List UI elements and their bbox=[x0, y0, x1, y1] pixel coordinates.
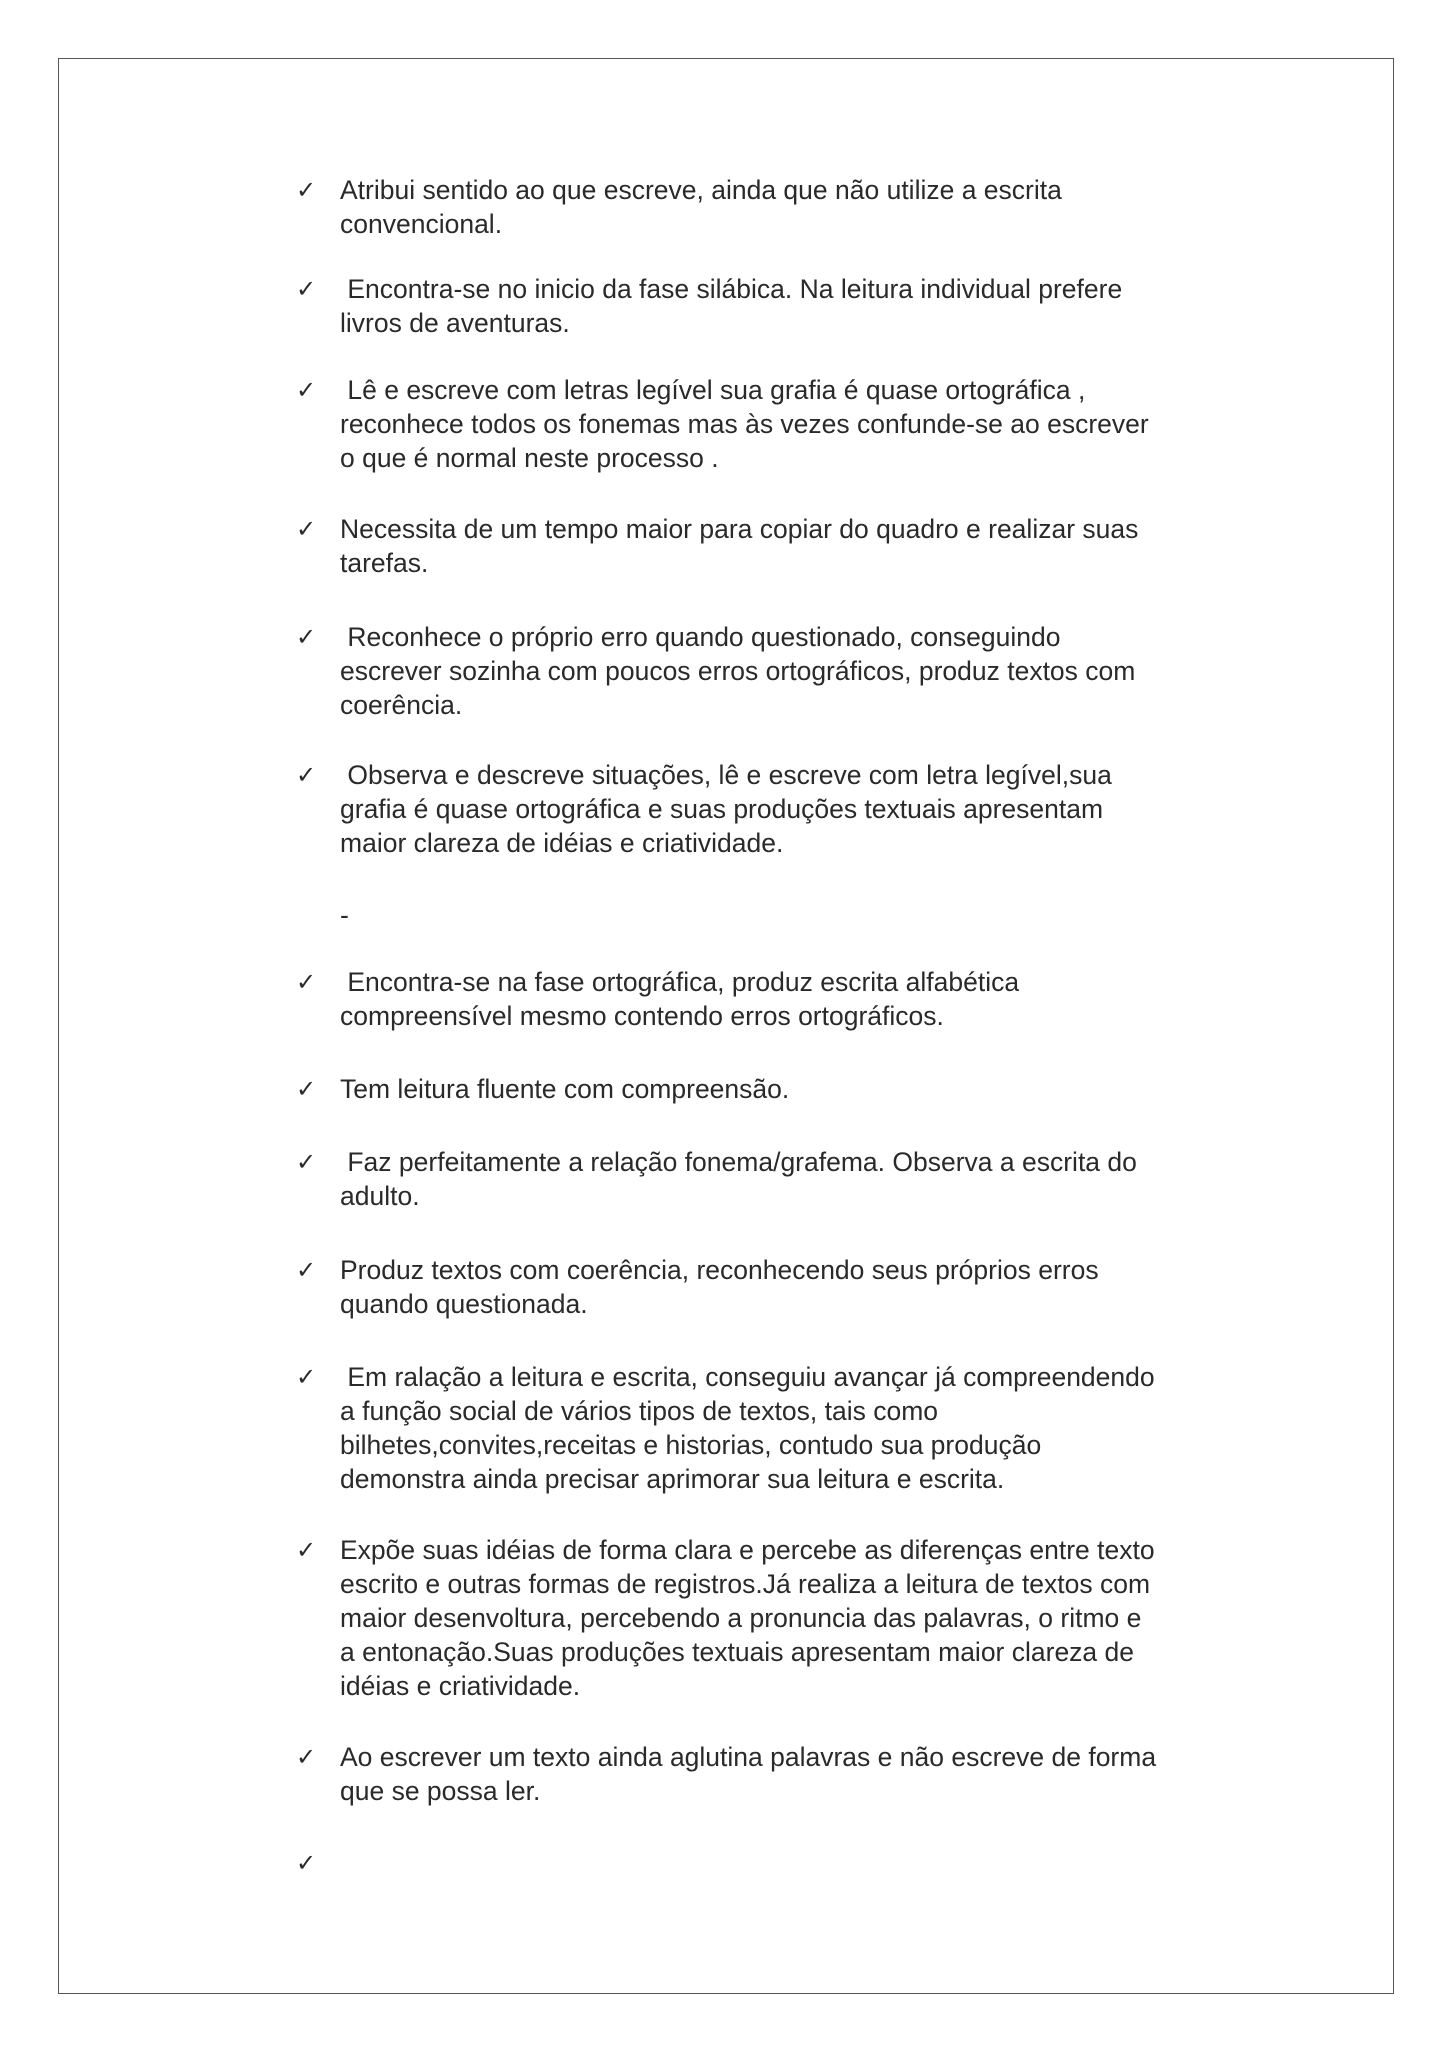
check-icon: ✓ bbox=[296, 1849, 317, 1877]
item-text: Necessita de um tempo maior para copiar do quadro e realizar suas tarefas. bbox=[340, 514, 1139, 578]
check-icon: ✓ bbox=[296, 176, 317, 204]
check-icon: ✓ bbox=[296, 376, 317, 404]
check-icon: ✓ bbox=[296, 515, 317, 543]
check-icon: ✓ bbox=[296, 1363, 317, 1391]
check-icon: ✓ bbox=[296, 1148, 317, 1176]
item-text: Ao escrever um texto ainda aglutina palavras e não escreve de forma que se possa ler. bbox=[340, 1742, 1157, 1806]
item-text: Encontra-se na fase ortográfica, produz escrita alfabética compreensível mesmo contendo erros ortográficos. bbox=[340, 967, 1020, 1031]
check-icon: ✓ bbox=[296, 1536, 317, 1564]
check-icon: ✓ bbox=[296, 761, 317, 789]
item-text: Em ralação a leitura e escrita, conseguiu avançar já compreendendo a função social de vários tipos de textos, tais como bilhetes,convites,receitas e historias, contudo sua produção demonstra ainda precisar aprimorar sua leitura e escrita. bbox=[340, 1362, 1155, 1494]
item-text: Expõe suas idéias de forma clara e percebe as diferenças entre texto escrito e outras formas de registros.Já realiza a leitura de textos com maior desenvoltura, percebendo a pronuncia das palavras, o ritmo e a entonação.Suas produções textuais apresentam maior clareza de idéias e criatividade. bbox=[340, 1535, 1155, 1701]
item-text: Faz perfeitamente a relação fonema/grafema. Observa a escrita do adulto. bbox=[340, 1147, 1137, 1211]
item-text: Atribui sentido ao que escreve, ainda que não utilize a escrita convencional. bbox=[340, 175, 1062, 239]
check-icon: ✓ bbox=[296, 275, 317, 303]
item-text: Tem leitura fluente com compreensão. bbox=[340, 1074, 790, 1104]
check-icon: ✓ bbox=[296, 1256, 317, 1284]
check-icon: ✓ bbox=[296, 968, 317, 996]
item-text: Observa e descreve situações, lê e escreve com letra legível,sua grafia é quase ortográfica e suas produções textuais apresentam maior clareza de idéias e criatividade. bbox=[340, 760, 1112, 858]
item-text: Reconhece o próprio erro quando questionado, conseguindo escrever sozinha com poucos erros ortográficos, produz textos com coerência. bbox=[340, 622, 1136, 720]
item-text: Lê e escreve com letras legível sua grafia é quase ortográfica , reconhece todos os fonemas mas às vezes confunde-se ao escrever o que é normal neste processo . bbox=[340, 375, 1149, 473]
item-text: Produz textos com coerência, reconhecendo seus próprios erros quando questionada. bbox=[340, 1255, 1099, 1319]
item-text: Encontra-se no inicio da fase silábica. Na leitura individual prefere livros de aventuras. bbox=[340, 274, 1123, 338]
check-icon: ✓ bbox=[296, 623, 317, 651]
dash-mark: - bbox=[340, 900, 349, 930]
check-icon: ✓ bbox=[296, 1075, 317, 1103]
check-icon: ✓ bbox=[296, 1743, 317, 1771]
